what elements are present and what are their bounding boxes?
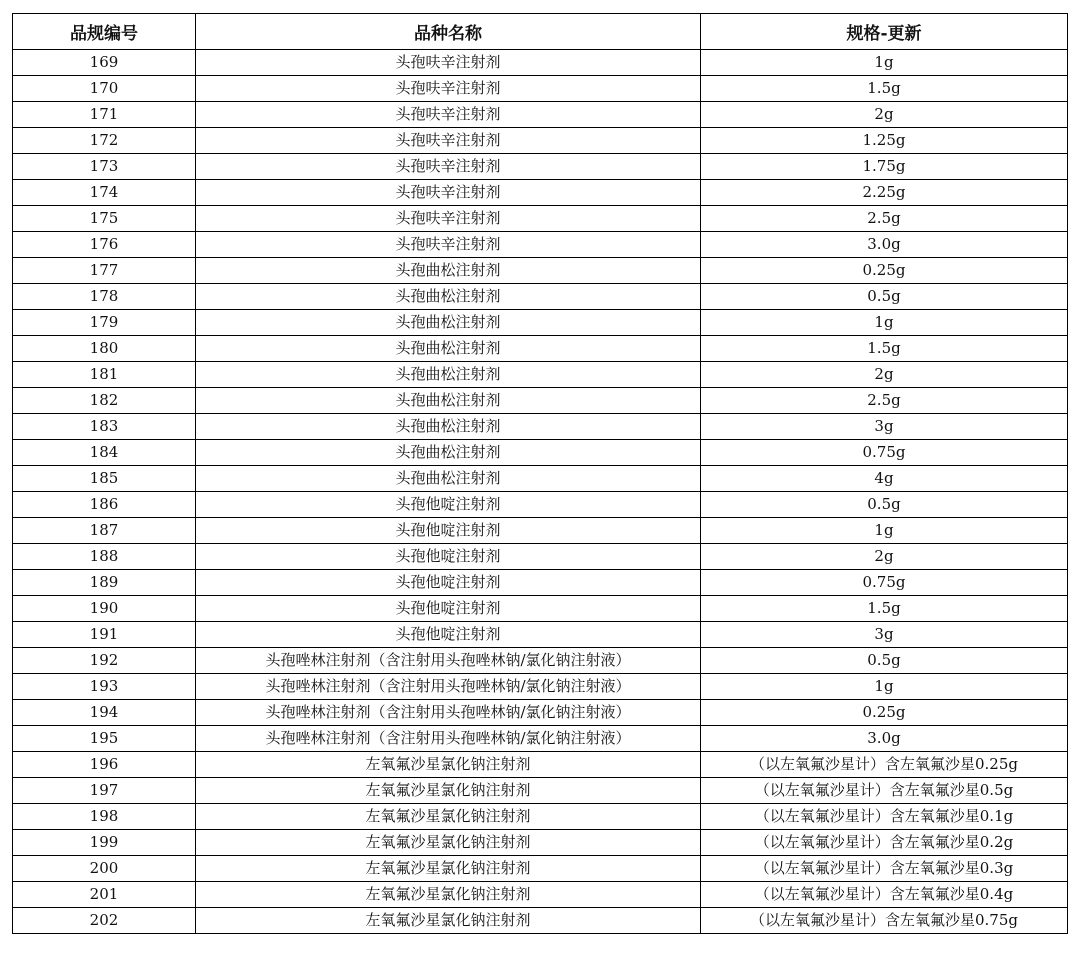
header-spec-code: 品规编号 bbox=[13, 14, 196, 50]
header-spec-updated: 规格-更新 bbox=[701, 14, 1068, 50]
cell-spec-updated: 0.75g bbox=[701, 570, 1068, 596]
cell-spec-code: 183 bbox=[13, 414, 196, 440]
cell-drug-name: 左氧氟沙星氯化钠注射剂 bbox=[196, 752, 701, 778]
cell-drug-name: 头孢他啶注射剂 bbox=[196, 518, 701, 544]
cell-drug-name: 头孢唑林注射剂（含注射用头孢唑林钠/氯化钠注射液） bbox=[196, 674, 701, 700]
cell-spec-code: 174 bbox=[13, 180, 196, 206]
cell-spec-code: 188 bbox=[13, 544, 196, 570]
table-row bbox=[13, 388, 1068, 414]
table-row bbox=[13, 908, 1068, 934]
cell-spec-code: 186 bbox=[13, 492, 196, 518]
table-row bbox=[13, 544, 1068, 570]
cell-spec-updated: 1g bbox=[701, 674, 1068, 700]
cell-drug-name: 左氧氟沙星氯化钠注射剂 bbox=[196, 830, 701, 856]
table-header bbox=[13, 14, 1068, 50]
cell-spec-updated: 2g bbox=[701, 362, 1068, 388]
cell-drug-name: 头孢曲松注射剂 bbox=[196, 310, 701, 336]
cell-spec-updated: （以左氧氟沙星计）含左氧氟沙星0.5g bbox=[701, 778, 1068, 804]
table-row bbox=[13, 310, 1068, 336]
cell-drug-name: 头孢呋辛注射剂 bbox=[196, 76, 701, 102]
cell-drug-name: 头孢唑林注射剂（含注射用头孢唑林钠/氯化钠注射液） bbox=[196, 726, 701, 752]
cell-drug-name: 头孢他啶注射剂 bbox=[196, 544, 701, 570]
cell-spec-updated: 2.5g bbox=[701, 206, 1068, 232]
table-row bbox=[13, 778, 1068, 804]
cell-drug-name: 头孢呋辛注射剂 bbox=[196, 154, 701, 180]
cell-spec-code: 172 bbox=[13, 128, 196, 154]
table-row bbox=[13, 128, 1068, 154]
cell-spec-code: 193 bbox=[13, 674, 196, 700]
cell-spec-code: 196 bbox=[13, 752, 196, 778]
cell-spec-code: 194 bbox=[13, 700, 196, 726]
cell-drug-name: 左氧氟沙星氯化钠注射剂 bbox=[196, 778, 701, 804]
table-row bbox=[13, 804, 1068, 830]
cell-spec-code: 199 bbox=[13, 830, 196, 856]
cell-drug-name: 左氧氟沙星氯化钠注射剂 bbox=[196, 908, 701, 934]
cell-drug-name: 头孢呋辛注射剂 bbox=[196, 102, 701, 128]
table-row bbox=[13, 102, 1068, 128]
cell-spec-updated: 1.5g bbox=[701, 76, 1068, 102]
cell-drug-name: 左氧氟沙星氯化钠注射剂 bbox=[196, 804, 701, 830]
cell-spec-updated: 2.25g bbox=[701, 180, 1068, 206]
cell-drug-name: 头孢呋辛注射剂 bbox=[196, 232, 701, 258]
cell-spec-updated: 3.0g bbox=[701, 726, 1068, 752]
table-row bbox=[13, 206, 1068, 232]
table-row bbox=[13, 752, 1068, 778]
table-row bbox=[13, 180, 1068, 206]
cell-spec-updated: （以左氧氟沙星计）含左氧氟沙星0.4g bbox=[701, 882, 1068, 908]
table-row bbox=[13, 154, 1068, 180]
cell-spec-updated: （以左氧氟沙星计）含左氧氟沙星0.1g bbox=[701, 804, 1068, 830]
cell-spec-updated: 0.25g bbox=[701, 258, 1068, 284]
table-row bbox=[13, 856, 1068, 882]
cell-drug-name: 头孢他啶注射剂 bbox=[196, 570, 701, 596]
header-drug-name: 品种名称 bbox=[196, 14, 701, 50]
table-row bbox=[13, 414, 1068, 440]
cell-spec-code: 184 bbox=[13, 440, 196, 466]
cell-spec-updated: 1.75g bbox=[701, 154, 1068, 180]
table-row bbox=[13, 284, 1068, 310]
cell-drug-name: 头孢呋辛注射剂 bbox=[196, 50, 701, 76]
table-row bbox=[13, 466, 1068, 492]
table-row bbox=[13, 882, 1068, 908]
table-row bbox=[13, 440, 1068, 466]
cell-spec-updated: （以左氧氟沙星计）含左氧氟沙星0.25g bbox=[701, 752, 1068, 778]
cell-spec-code: 177 bbox=[13, 258, 196, 284]
drug-spec-table bbox=[12, 13, 1068, 934]
table-row bbox=[13, 362, 1068, 388]
table-row bbox=[13, 232, 1068, 258]
cell-spec-updated: 3g bbox=[701, 414, 1068, 440]
table-row bbox=[13, 648, 1068, 674]
cell-spec-code: 175 bbox=[13, 206, 196, 232]
cell-spec-code: 197 bbox=[13, 778, 196, 804]
cell-spec-code: 200 bbox=[13, 856, 196, 882]
cell-drug-name: 头孢曲松注射剂 bbox=[196, 336, 701, 362]
cell-drug-name: 头孢呋辛注射剂 bbox=[196, 180, 701, 206]
cell-drug-name: 头孢他啶注射剂 bbox=[196, 622, 701, 648]
header-row bbox=[13, 14, 1068, 50]
cell-drug-name: 头孢曲松注射剂 bbox=[196, 362, 701, 388]
table-row bbox=[13, 570, 1068, 596]
cell-spec-code: 187 bbox=[13, 518, 196, 544]
cell-spec-code: 191 bbox=[13, 622, 196, 648]
cell-drug-name: 头孢曲松注射剂 bbox=[196, 466, 701, 492]
cell-spec-code: 190 bbox=[13, 596, 196, 622]
cell-spec-code: 195 bbox=[13, 726, 196, 752]
table-row bbox=[13, 596, 1068, 622]
table-row bbox=[13, 258, 1068, 284]
cell-drug-name: 头孢唑林注射剂（含注射用头孢唑林钠/氯化钠注射液） bbox=[196, 648, 701, 674]
cell-spec-code: 171 bbox=[13, 102, 196, 128]
table-row bbox=[13, 622, 1068, 648]
cell-drug-name: 头孢曲松注射剂 bbox=[196, 388, 701, 414]
cell-spec-updated: 1g bbox=[701, 50, 1068, 76]
cell-spec-updated: 4g bbox=[701, 466, 1068, 492]
cell-spec-code: 180 bbox=[13, 336, 196, 362]
cell-spec-updated: 2g bbox=[701, 102, 1068, 128]
cell-spec-updated: 2.5g bbox=[701, 388, 1068, 414]
cell-drug-name: 左氧氟沙星氯化钠注射剂 bbox=[196, 856, 701, 882]
cell-spec-code: 170 bbox=[13, 76, 196, 102]
cell-spec-code: 173 bbox=[13, 154, 196, 180]
cell-spec-code: 201 bbox=[13, 882, 196, 908]
cell-drug-name: 头孢他啶注射剂 bbox=[196, 492, 701, 518]
cell-spec-code: 198 bbox=[13, 804, 196, 830]
cell-spec-code: 178 bbox=[13, 284, 196, 310]
cell-spec-updated: 3.0g bbox=[701, 232, 1068, 258]
cell-spec-code: 182 bbox=[13, 388, 196, 414]
cell-spec-updated: 0.25g bbox=[701, 700, 1068, 726]
table-row bbox=[13, 726, 1068, 752]
cell-spec-updated: 0.5g bbox=[701, 284, 1068, 310]
table-row bbox=[13, 50, 1068, 76]
cell-spec-updated: 1g bbox=[701, 310, 1068, 336]
cell-spec-code: 169 bbox=[13, 50, 196, 76]
table-row bbox=[13, 700, 1068, 726]
cell-spec-updated: （以左氧氟沙星计）含左氧氟沙星0.75g bbox=[701, 908, 1068, 934]
cell-drug-name: 左氧氟沙星氯化钠注射剂 bbox=[196, 882, 701, 908]
cell-spec-updated: （以左氧氟沙星计）含左氧氟沙星0.3g bbox=[701, 856, 1068, 882]
cell-drug-name: 头孢呋辛注射剂 bbox=[196, 128, 701, 154]
cell-spec-code: 185 bbox=[13, 466, 196, 492]
cell-spec-updated: 2g bbox=[701, 544, 1068, 570]
table-row bbox=[13, 492, 1068, 518]
cell-spec-code: 176 bbox=[13, 232, 196, 258]
table-row bbox=[13, 518, 1068, 544]
cell-spec-updated: （以左氧氟沙星计）含左氧氟沙星0.2g bbox=[701, 830, 1068, 856]
cell-spec-updated: 1.5g bbox=[701, 336, 1068, 362]
cell-spec-updated: 1.5g bbox=[701, 596, 1068, 622]
table-body bbox=[13, 50, 1068, 934]
table-row bbox=[13, 76, 1068, 102]
cell-spec-updated: 1g bbox=[701, 518, 1068, 544]
cell-spec-code: 202 bbox=[13, 908, 196, 934]
table-row bbox=[13, 830, 1068, 856]
cell-drug-name: 头孢呋辛注射剂 bbox=[196, 206, 701, 232]
cell-drug-name: 头孢曲松注射剂 bbox=[196, 414, 701, 440]
cell-spec-code: 179 bbox=[13, 310, 196, 336]
cell-drug-name: 头孢曲松注射剂 bbox=[196, 284, 701, 310]
cell-drug-name: 头孢他啶注射剂 bbox=[196, 596, 701, 622]
cell-spec-updated: 1.25g bbox=[701, 128, 1068, 154]
spec-table-sheet bbox=[12, 13, 1067, 934]
cell-spec-code: 189 bbox=[13, 570, 196, 596]
cell-spec-updated: 0.5g bbox=[701, 648, 1068, 674]
cell-spec-code: 181 bbox=[13, 362, 196, 388]
cell-spec-updated: 0.75g bbox=[701, 440, 1068, 466]
cell-spec-updated: 3g bbox=[701, 622, 1068, 648]
cell-spec-updated: 0.5g bbox=[701, 492, 1068, 518]
table-row bbox=[13, 674, 1068, 700]
cell-spec-code: 192 bbox=[13, 648, 196, 674]
cell-drug-name: 头孢曲松注射剂 bbox=[196, 258, 701, 284]
table-row bbox=[13, 336, 1068, 362]
cell-drug-name: 头孢唑林注射剂（含注射用头孢唑林钠/氯化钠注射液） bbox=[196, 700, 701, 726]
cell-drug-name: 头孢曲松注射剂 bbox=[196, 440, 701, 466]
